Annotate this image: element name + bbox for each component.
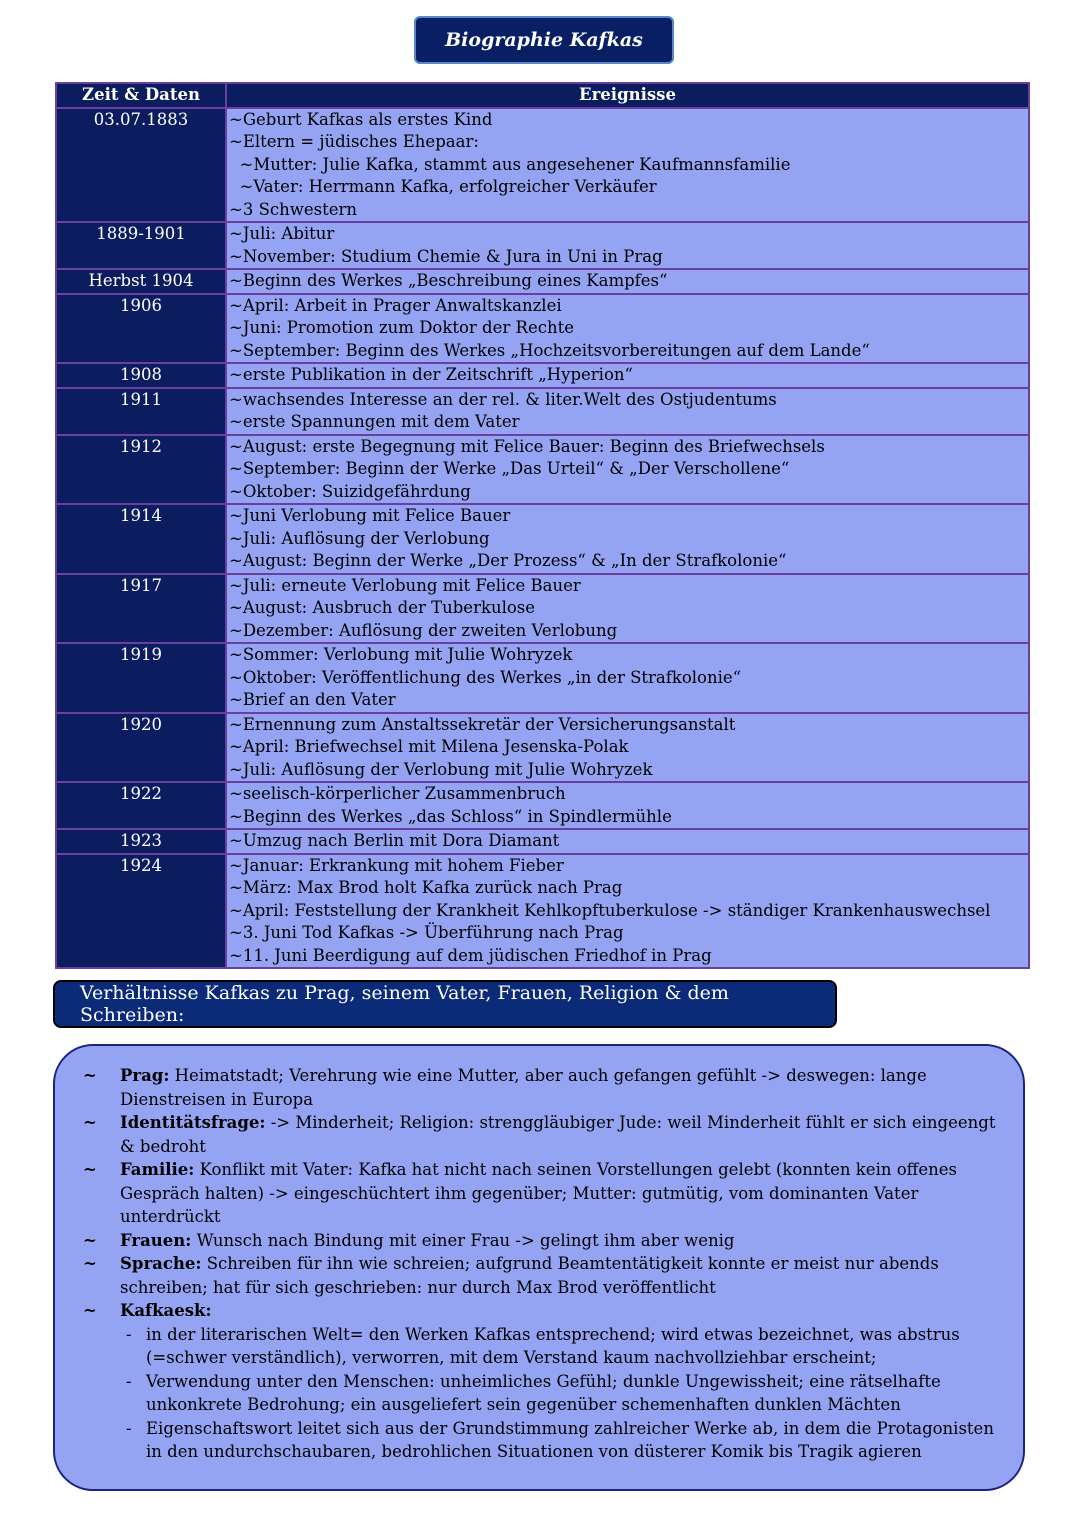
table-header-row — [56, 83, 1029, 108]
row-events — [226, 854, 1029, 969]
event-line: ~August: Beginn der Werke „Der Prozess“ & „In der Strafkolonie“ — [229, 551, 787, 570]
table-row — [56, 363, 1029, 388]
bullet: ~ — [83, 1254, 97, 1273]
event-line: ~Juni Verlobung mit Felice Bauer — [229, 506, 511, 525]
row-date: 1922 — [56, 782, 226, 829]
bullet: ~ — [83, 1066, 97, 1085]
table-row — [56, 643, 1029, 713]
event-line: ~Juli: Auflösung der Verlobung mit Julie Wohryzek — [229, 759, 653, 779]
event-line: ~Sommer: Verlobung mit Julie Wohryzek — [229, 645, 573, 664]
row-date: 1920 — [56, 713, 226, 783]
bullet: ~ — [83, 1301, 97, 1320]
sub-item — [120, 1323, 1003, 1370]
relation-item-language — [83, 1252, 1003, 1299]
row-events — [226, 435, 1029, 505]
event-line: ~11. Juni Beerdigung auf dem jüdischen Friedhof in Prag — [229, 945, 712, 965]
table-row — [56, 222, 1029, 269]
row-events — [226, 269, 1029, 294]
row-events — [226, 504, 1029, 574]
table-row — [56, 854, 1029, 969]
row-date: 1908 — [56, 363, 226, 388]
sub-item-text: in der literarischen Welt= den Werken Kafkas entsprechend; wird etwas bezeichnet, was abstrus (=schwer verständlich), verworren, mit dem Verstand kaum nachvollziehbar erscheint; — [146, 1324, 960, 1367]
event-line: ~Juni: Promotion zum Doktor der Rechte — [229, 318, 574, 337]
sub-dash: - — [126, 1371, 132, 1391]
table-row — [56, 294, 1029, 364]
table-row — [56, 829, 1029, 854]
event-line: ~Juli: Abitur — [229, 224, 335, 243]
relation-text: Wunsch nach Bindung mit einer Frau -> gelingt ihm aber wenig — [196, 1230, 735, 1250]
event-line: ~November: Studium Chemie & Jura in Uni in Prag — [229, 246, 663, 266]
event-line: ~Oktober: Suizidgefährdung — [229, 481, 471, 501]
table-row — [56, 269, 1029, 294]
event-line: ~Beginn des Werkes „das Schloss“ in Spindlermühle — [229, 806, 672, 826]
row-events — [226, 294, 1029, 364]
relation-text: Konflikt mit Vater: Kafka hat nicht nach seinen Vorstellungen gelebt (konnten kein offenes Gespräch halten) -> eingeschüchtert ihm gegenüber; Mutter: gutmütig, vom dominanten Vater unterdrückt — [120, 1160, 957, 1226]
row-date: 1923 — [56, 829, 226, 854]
event-line: ~April: Arbeit in Prager Anwaltskanzlei — [229, 295, 562, 315]
relation-text: Schreiben für ihn wie schreien; aufgrund Beamtentätigkeit konnte er meist nur abends schreiben; hat für sich geschrieben: nur durch Max Brod veröffentlicht — [120, 1254, 939, 1297]
row-date: 1906 — [56, 294, 226, 364]
table-row — [56, 782, 1029, 829]
event-line: ~Juli: Auflösung der Verlobung — [229, 528, 490, 548]
relation-label: Prag: — [120, 1066, 170, 1085]
event-line: ~April: Feststellung der Krankheit Kehlkopftuberkulose -> ständiger Krankenhauswechsel — [229, 900, 991, 920]
event-line: ~August: Ausbruch der Tuberkulose — [229, 598, 536, 617]
row-events — [226, 388, 1029, 435]
table-row — [56, 504, 1029, 574]
biography-table-body — [56, 108, 1029, 969]
event-line: ~wachsendes Interesse an der rel. & liter.Welt des Ostjudentums — [229, 389, 777, 409]
event-line: ~Geburt Kafkas als erstes Kind — [229, 109, 493, 129]
row-events — [226, 643, 1029, 713]
row-date: 1924 — [56, 854, 226, 969]
page-title: Biographie Kafkas — [414, 16, 674, 64]
relation-label: Kafkaesk: — [120, 1301, 212, 1320]
event-line: ~August: erste Begegnung mit Felice Bauer: Beginn des Briefwechsels — [229, 436, 825, 456]
row-events — [226, 222, 1029, 269]
bullet: ~ — [83, 1113, 97, 1132]
event-line: ~April: Briefwechsel mit Milena Jesenska-Polak — [229, 737, 629, 756]
table-row — [56, 574, 1029, 644]
header-date: Zeit & Daten — [56, 83, 226, 108]
relation-label: Sprache: — [120, 1254, 202, 1273]
row-events — [226, 574, 1029, 644]
table-row — [56, 108, 1029, 223]
event-line: ~erste Publikation in der Zeitschrift „Hyperion“ — [229, 365, 633, 384]
relations-box — [53, 1044, 1025, 1491]
row-events — [226, 108, 1029, 223]
relation-item-prag — [83, 1064, 1003, 1111]
relation-item-identity — [83, 1111, 1003, 1158]
row-date: 1911 — [56, 388, 226, 435]
header-events: Ereignisse — [226, 83, 1029, 108]
event-line: ~September: Beginn des Werkes „Hochzeitsvorbereitungen auf dem Lande“ — [229, 340, 870, 360]
sub-dash: - — [126, 1418, 132, 1438]
event-line: ~Ernennung zum Anstaltssekretär der Versicherungsanstalt — [229, 714, 736, 734]
table-row — [56, 435, 1029, 505]
event-line: ~Juli: erneute Verlobung mit Felice Bauer — [229, 575, 581, 595]
row-events — [226, 782, 1029, 829]
row-date: Herbst 1904 — [56, 269, 226, 294]
sub-item-text: Verwendung unter den Menschen: unheimliches Gefühl; dunkle Ungewissheit; eine rätselhafte unkonkrete Bedrohung; ein ausgeliefert sein gegenüber schemenhaften dunklen Mächten — [146, 1371, 941, 1414]
relation-label: Familie: — [120, 1160, 195, 1179]
relation-item-women — [83, 1229, 1003, 1253]
row-date: 03.07.1883 — [56, 108, 226, 223]
table-row — [56, 388, 1029, 435]
relation-item-kafkaesk — [83, 1299, 1003, 1464]
row-date: 1912 — [56, 435, 226, 505]
sub-item — [120, 1417, 1003, 1464]
section-title: Verhältnisse Kafkas zu Prag, seinem Vater, Frauen, Religion & dem Schreiben: — [53, 980, 837, 1028]
event-line: ~Eltern = jüdisches Ehepaar: — [229, 132, 479, 151]
bullet: ~ — [83, 1230, 97, 1250]
event-line: ~September: Beginn der Werke „Das Urteil“ & „Der Verschollene“ — [229, 459, 790, 478]
table-row — [56, 713, 1029, 783]
biography-table — [55, 82, 1030, 969]
sub-dash: - — [126, 1324, 132, 1344]
relation-item-family — [83, 1158, 1003, 1229]
event-line: ~Umzug nach Berlin mit Dora Diamant — [229, 831, 560, 850]
event-line: ~Januar: Erkrankung mit hohem Fieber — [229, 855, 564, 875]
bullet: ~ — [83, 1160, 97, 1179]
row-date: 1914 — [56, 504, 226, 574]
relation-text: Heimatstadt; Verehrung wie eine Mutter, aber auch gefangen gefühlt -> deswegen: lange Dienstreisen in Europa — [120, 1066, 927, 1109]
event-line: ~Mutter: Julie Kafka, stammt aus angesehener Kaufmannsfamilie — [229, 154, 791, 174]
row-date: 1889-1901 — [56, 222, 226, 269]
event-line: ~Vater: Herrmann Kafka, erfolgreicher Verkäufer — [229, 177, 657, 196]
row-events — [226, 363, 1029, 388]
relation-text: -> Minderheit; Religion: strenggläubiger Jude: weil Minderheit fühlt er sich eingeengt & bedroht — [120, 1113, 996, 1156]
event-line: ~Brief an den Vater — [229, 690, 396, 709]
event-line: ~Beginn des Werkes „Beschreibung eines Kampfes“ — [229, 271, 668, 290]
event-line: ~3. Juni Tod Kafkas -> Überführung nach Prag — [229, 923, 624, 942]
event-line: ~3 Schwestern — [229, 199, 358, 219]
event-line: ~Dezember: Auflösung der zweiten Verlobung — [229, 620, 618, 640]
row-events — [226, 829, 1029, 854]
sub-item — [120, 1370, 1003, 1417]
relation-label: Frauen: — [120, 1230, 192, 1250]
row-date: 1919 — [56, 643, 226, 713]
relation-label: Identitätsfrage: — [120, 1113, 266, 1132]
row-date: 1917 — [56, 574, 226, 644]
event-line: ~seelisch-körperlicher Zusammenbruch — [229, 784, 566, 803]
event-line: ~März: Max Brod holt Kafka zurück nach Prag — [229, 878, 623, 897]
event-line: ~Oktober: Veröffentlichung des Werkes „in der Strafkolonie“ — [229, 667, 742, 687]
event-line: ~erste Spannungen mit dem Vater — [229, 412, 520, 431]
row-events — [226, 713, 1029, 783]
sub-item-text: Eigenschaftswort leitet sich aus der Grundstimmung zahlreicher Werke ab, in dem die Protagonisten in den undurchschaubaren, bedrohlichen Situationen von düsterer Komik bis Tragik agieren — [146, 1418, 994, 1461]
